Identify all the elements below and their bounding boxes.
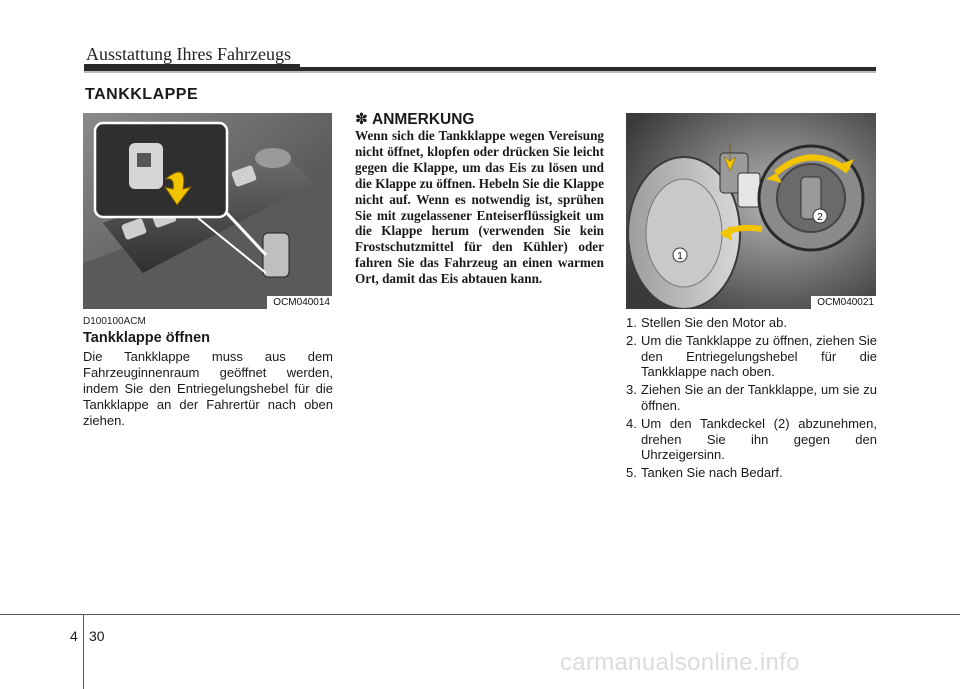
callout-2: 2: [817, 212, 823, 223]
watermark: carmanualsonline.info: [560, 649, 800, 676]
list-item: [626, 416, 877, 463]
step-text: Ziehen Sie an der Tankklappe, um sie zu öffnen.: [641, 382, 877, 413]
door-lever-photo: [83, 113, 332, 309]
fuel-door-photo: [626, 113, 876, 309]
body-paragraph: Die Tankklappe muss aus dem Fahrzeuginnenraum geöffnet werden, indem Sie den Entriegelungshebel für die Tankklappe an der Fahrertür nach oben ziehen.: [83, 349, 333, 428]
list-item: [626, 333, 877, 380]
footer-divider: [83, 615, 84, 689]
document-code: D100100ACM: [83, 316, 146, 327]
step-number: 5.: [626, 465, 637, 481]
step-number: 4.: [626, 415, 637, 431]
step-text: Um die Tankklappe zu öffnen, ziehen Sie den Entriegelungshebel für die Tankklappe nach oben.: [641, 332, 877, 380]
step-text: Stellen Sie den Motor ab.: [641, 315, 787, 330]
step-text: Um den Tankdeckel (2) abzunehmen, drehen Sie ihn gegen den Uhrzeigersinn.: [641, 415, 877, 463]
note-title: ANMERKUNG: [372, 111, 475, 128]
footer-rule: [0, 614, 960, 615]
fuel-door-illustration: [626, 113, 876, 309]
subsection-title: Tankklappe öffnen: [83, 330, 211, 346]
page-number: 30: [89, 628, 105, 644]
note-star-icon: ✽: [355, 111, 368, 128]
list-item: [626, 315, 877, 331]
step-number: 3.: [626, 382, 637, 398]
list-item: [626, 465, 877, 481]
step-number: 1.: [626, 315, 637, 330]
step-text: Tanken Sie nach Bedarf.: [641, 465, 783, 481]
header-rule-light: [84, 71, 876, 73]
chapter-number: 4: [70, 628, 78, 644]
note-text: Wenn sich die Tankklappe wegen Vereisung nicht öffnet, klopfen oder drücken Sie leicht gegen die Klappe, um das Eis zu lösen und die Klappe zu öffnen. Hebeln Sie die Klappe nicht auf. Wenn es notwendig ist, sprühen Sie mit zugelassener Enteiserflüssigkeit um die Klappe herum (verwenden Sie kein Frostschutzmittel für den Kühler) oder fahren Sie das Fahrzeug an einen warmen Ort, damit das Eis abtauen kann.: [355, 128, 604, 287]
note-heading: [355, 110, 474, 129]
header-title: Ausstattung Ihres Fahrzeugs: [86, 44, 291, 64]
section-title: TANKKLAPPE: [85, 86, 199, 103]
callout-1: 1: [677, 251, 683, 262]
steps-list: [626, 315, 877, 483]
image-label-right: OCM040021: [811, 296, 876, 309]
image-label-left: OCM040014: [267, 296, 332, 309]
list-item: [626, 382, 877, 414]
step-number: 2.: [626, 332, 637, 348]
door-lever-illustration: [83, 113, 332, 309]
